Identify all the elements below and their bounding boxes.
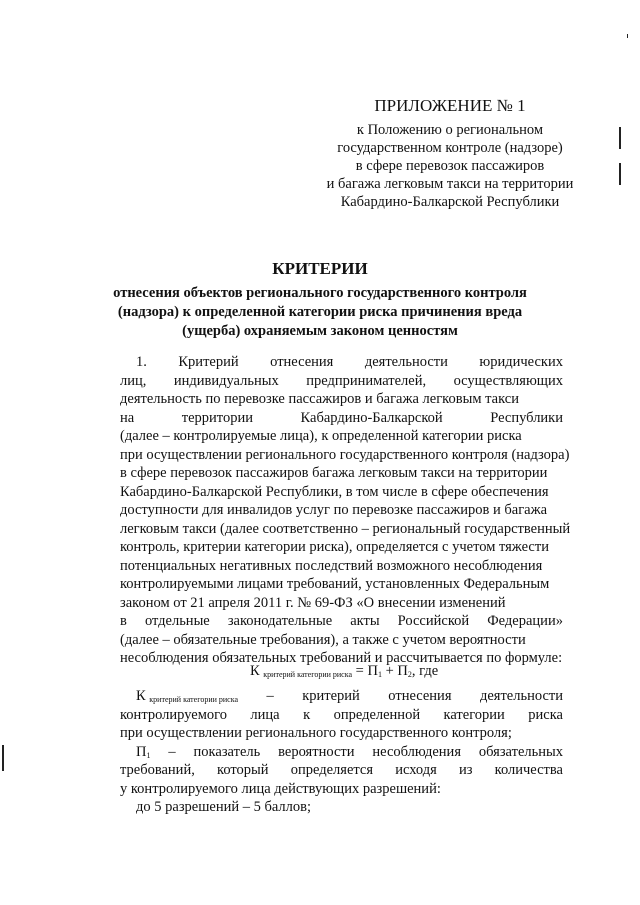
formula-subscript: 1: [377, 670, 382, 679]
text-line: [120, 687, 563, 706]
subtitle-line: (надзора) к определенной категории риска причинения вреда: [117, 304, 523, 320]
text-line: легковым такси (далее соответственно – региональный государственный: [120, 520, 571, 537]
text-line: при осуществлении регионального государственного контроля (надзора): [120, 446, 570, 463]
formula-part: , где: [411, 663, 439, 679]
document-title: КРИТЕРИИ: [272, 259, 368, 278]
formula-subscript: 1: [146, 750, 151, 760]
word: риска: [528, 706, 563, 723]
word: отнесения: [388, 688, 452, 704]
subtitle-line: (ущерба) охраняемым законом ценностям: [182, 323, 458, 339]
word: 1.: [136, 354, 147, 370]
appendix-line: государственном контроле (надзоре): [337, 140, 563, 156]
word: предпринимателей,: [306, 372, 427, 389]
word: в: [120, 613, 127, 629]
word: законодательные: [227, 613, 333, 629]
word: требований,: [120, 762, 195, 778]
word: деятельности: [479, 688, 563, 704]
word: –: [266, 688, 274, 704]
formula-symbol: П: [136, 743, 147, 760]
word: контролируемого: [120, 706, 227, 723]
text-line: Кабардино-Балкарской Республики, в том числе в сфере обеспечения: [120, 483, 549, 500]
appendix-line: и багажа легковым такси на территории: [326, 176, 574, 192]
scan-edge-mark: [619, 127, 621, 149]
scan-edge-mark: [627, 34, 628, 38]
word: обязательных: [478, 743, 563, 760]
formula-subscript: 2: [407, 670, 412, 679]
text-line: законом от 21 апреля 2011 г. № 69-ФЗ «О внесении изменений: [120, 594, 506, 611]
formula-part: = П: [355, 663, 378, 679]
word: осуществляющих: [453, 372, 563, 389]
text-line: деятельность по перевозке пассажиров и багажа легковым такси: [120, 391, 519, 407]
word: из: [458, 762, 473, 778]
subtitle-line: отнесения объектов регионального государственного контроля: [113, 285, 527, 301]
text-line: в сфере перевозок пассажиров багажа легковым такси на территории: [120, 465, 548, 481]
word: Республики: [490, 409, 563, 426]
text-line: контроль, критерии категории риска), определяется с учетом тяжести: [120, 539, 549, 555]
scan-edge-mark: [2, 745, 4, 771]
risk-formula: [250, 663, 438, 680]
word: Российской: [397, 613, 470, 629]
text-line: до 5 разрешений – 5 баллов;: [136, 799, 312, 815]
appendix-line: Кабардино-Балкарской Республики: [340, 194, 560, 210]
word: –: [168, 743, 176, 760]
text-line: [120, 612, 563, 631]
word: показатель: [193, 743, 261, 760]
text-line: потенциальных негативных последствий возможного несоблюдения: [120, 557, 543, 574]
text-line: [120, 409, 563, 428]
text-line: [120, 372, 563, 391]
word: Кабардино-Балкарской: [300, 409, 443, 426]
word: исходя: [395, 762, 437, 778]
text-line: при осуществлении регионального государственного контроля;: [120, 725, 512, 741]
paragraph-criterion: [120, 353, 571, 668]
word: Критерий: [178, 354, 239, 370]
word: отдельные: [144, 613, 210, 629]
word: территории: [181, 409, 253, 426]
word: лиц,: [120, 372, 147, 389]
definition-term: [136, 687, 238, 706]
word: на: [120, 409, 135, 426]
word: Федерации»: [487, 613, 563, 629]
word: который: [217, 762, 269, 778]
text-line: у контролируемого лица действующих разрешений:: [120, 780, 441, 797]
text-line: [120, 761, 563, 780]
word: индивидуальных: [173, 372, 279, 389]
word: определенной: [333, 706, 421, 723]
text-line: доступности для инвалидов услуг по перевозке пассажиров и багажа: [120, 502, 548, 518]
formula-part: + П: [381, 663, 408, 679]
text-line: (далее – обязательные требования), а также с учетом вероятности: [120, 631, 526, 648]
word: количества: [494, 762, 563, 778]
text-line: (далее – контролируемые лица), к определенной категории риска: [120, 428, 522, 444]
word: деятельности: [364, 354, 448, 370]
word: вероятности: [278, 743, 355, 760]
word: определяется: [290, 762, 373, 778]
appendix-line: к Положению о региональном: [356, 122, 544, 138]
text-line: [120, 353, 563, 372]
word: юридических: [479, 354, 563, 370]
text-line: контролируемыми лицами требований, установленных Федеральным: [120, 576, 550, 592]
word: несоблюдения: [372, 743, 461, 760]
appendix-line: в сфере перевозок пассажиров: [355, 158, 545, 174]
scan-edge-mark: [619, 163, 621, 185]
formula-subscript: критерий категории риска: [263, 670, 353, 679]
definition-term: [136, 743, 150, 762]
text-line: несоблюдения обязательных требований и рассчитывается по формуле:: [120, 650, 563, 666]
appendix-number: ПРИЛОЖЕНИЕ № 1: [374, 96, 526, 115]
text-line: [120, 743, 563, 762]
formula-symbol: К: [136, 688, 146, 704]
word: акты: [350, 613, 380, 629]
document-subtitle: [80, 284, 560, 341]
text-line: [120, 706, 563, 725]
formula-subscript: критерий категории риска: [149, 695, 239, 704]
word: отнесения: [270, 354, 334, 370]
word: критерий: [302, 688, 360, 704]
appendix-header: [300, 95, 600, 211]
paragraph-definitions: [120, 687, 563, 817]
word: к: [303, 706, 311, 723]
word: категории: [443, 706, 505, 723]
word: лица: [250, 706, 280, 723]
formula-symbol: К: [250, 663, 260, 679]
